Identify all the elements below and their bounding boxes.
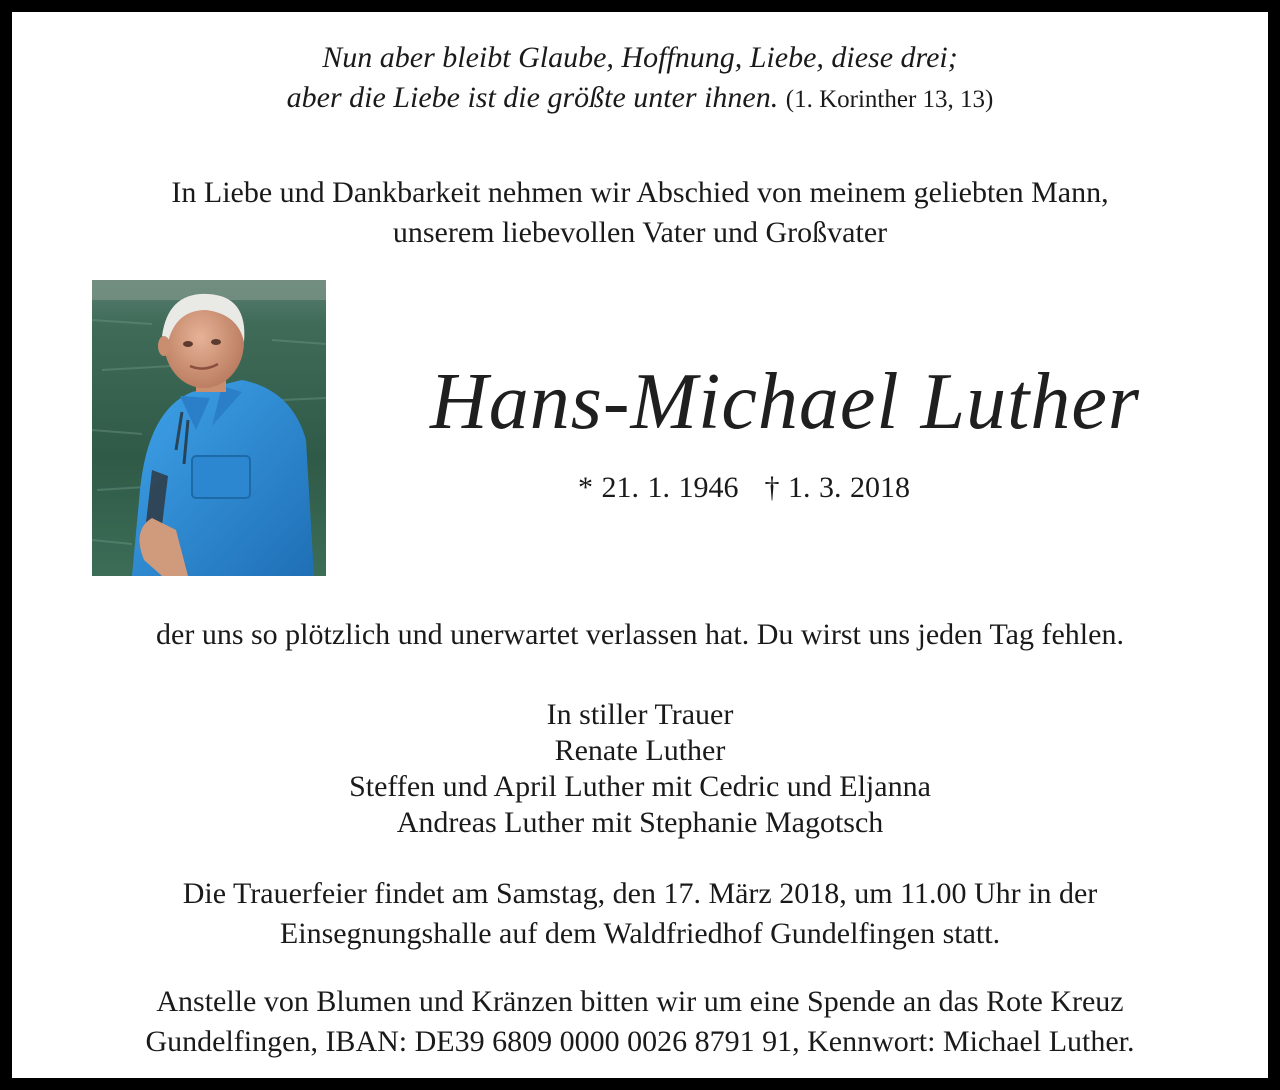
verse-line-1: Nun aber bleibt Glaube, Hoffnung, Liebe, diese drei; xyxy=(322,41,958,74)
intro-line-2: unserem liebevollen Vater und Großvater xyxy=(392,216,888,249)
life-dates xyxy=(340,468,910,508)
donation-line-1: Anstelle von Blumen und Kränzen bitten wir um eine Spende an das Rote Kreuz xyxy=(156,985,1124,1018)
intro-text xyxy=(0,173,1280,253)
mourners-heading: In stiller Trauer xyxy=(546,698,734,731)
mourner-name: Renate Luther xyxy=(554,734,726,767)
verse-reference: (1. Korinther 13, 13) xyxy=(785,86,994,113)
mourners-block xyxy=(0,697,1280,841)
portrait-photo xyxy=(92,280,326,576)
deceased-name: Hans-Michael Luther xyxy=(429,358,1140,446)
birth-date: * 21. 1. 1946 xyxy=(578,471,739,504)
death-date: † 1. 3. 2018 xyxy=(764,471,910,504)
bible-verse xyxy=(0,38,1280,120)
mourner-name: Steffen und April Luther mit Cedric und Eljanna xyxy=(349,770,931,803)
verse-line-2 xyxy=(0,78,1280,120)
verse-line-2-text: aber die Liebe ist die größte unter ihnen. xyxy=(286,81,779,114)
donation-request xyxy=(0,982,1280,1062)
mourner-name: Andreas Luther mit Stephanie Magotsch xyxy=(396,806,884,839)
farewell-message: der uns so plötzlich und unerwartet verlassen hat. Du wirst uns jeden Tag fehlen. xyxy=(156,618,1124,651)
portrait-photo-image xyxy=(92,280,326,576)
donation-line-2: Gundelfingen, IBAN: DE39 6809 0000 0026 8791 91, Kennwort: Michael Luther. xyxy=(145,1025,1135,1058)
funeral-line-2: Einsegnungshalle auf dem Waldfriedhof Gundelfingen statt. xyxy=(279,917,1001,950)
funeral-details xyxy=(0,874,1280,954)
intro-line-1: In Liebe und Dankbarkeit nehmen wir Abschied von meinem geliebten Mann, xyxy=(171,176,1109,209)
funeral-line-1: Die Trauerfeier findet am Samstag, den 17. März 2018, um 11.00 Uhr in der xyxy=(182,877,1098,910)
